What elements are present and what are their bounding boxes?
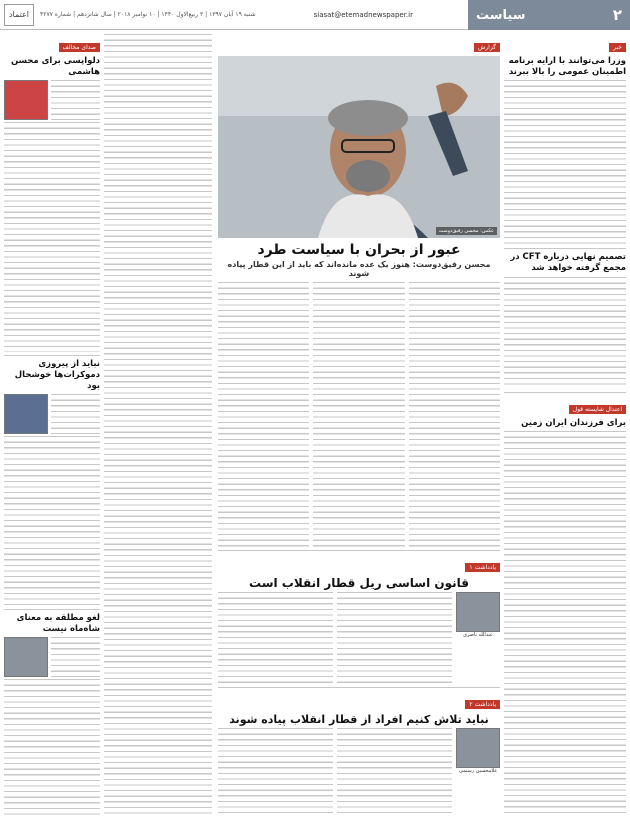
main-column [218,34,500,816]
main-photo [218,56,500,238]
story-image [4,394,48,434]
story-body [504,80,626,245]
section-banner [468,0,630,30]
continued-article [104,426,212,816]
portrait-image [218,56,500,238]
continued-article [104,34,212,424]
author-name: عبدالله ناصری [463,632,493,638]
newspaper-logo: اعتماد [4,4,34,26]
story-with-image [4,80,100,120]
text-column [218,728,333,816]
main-article-body [218,282,500,547]
story-headline[interactable]: دلواپسی برای محسن هاشمی [10,56,100,77]
page-header [0,0,630,30]
story-headline[interactable]: وزرا می‌توانند با ارایه برنامه اطمینان عمومی را بالا ببرند [508,56,626,77]
text-column [337,592,452,684]
note-headline[interactable]: نباید تلاش کنیم افراد از قطار انقلاب پیاده شوند [229,713,489,726]
story-body [51,637,100,677]
story-with-image [4,637,100,677]
story-body [504,431,626,816]
photo-caption: عکس: محسن رفیق‌دوست [436,227,497,235]
website-address[interactable]: siasat@etemadnewspaper.ir [313,10,413,19]
story-headline[interactable]: نباید از پیروزی دموکرات‌ها خوشحال بود [14,359,100,391]
section-name: سیاست [476,7,526,23]
middle-column [104,34,212,816]
opinion-tag: صدای مخالف [59,43,100,52]
author-photo [456,728,500,768]
note-body [218,592,500,684]
opinion-tag: اعتدال شایسته قول [569,405,626,414]
divider [4,609,100,610]
news-tag: خبر [609,43,626,52]
story-with-image [4,394,100,434]
story-image [4,637,48,677]
story-body [4,679,100,816]
text-column [218,282,309,547]
divider [504,248,626,249]
divider [218,550,500,551]
text-column [218,592,333,684]
note-tag: یادداشت ۱ [465,563,500,572]
story-body [51,394,100,434]
note-tag: یادداشت ۲ [465,700,500,709]
note-headline[interactable]: قانون اساسی ریل قطار انقلاب است [248,576,469,590]
text-column [313,282,404,547]
report-tag: گزارش [474,43,500,52]
divider [504,392,626,393]
date-line: شنبه ۱۹ آبان ۱۳۹۷ | ۳ ربیع‌الاول ۱۴۴۰ | ۱۰ نوامبر ۲۰۱۸ | سال شانزدهم | شماره ۴۲۷۷ [40,11,256,18]
right-column [504,34,626,816]
main-headline[interactable]: عبور از بحران با سیاست طرد [257,242,461,258]
story-body [4,122,100,352]
story-headline[interactable]: تصمیم نهایی درباره CFT در مجمع گرفته خواهد شد [510,252,626,273]
note-body [218,728,500,816]
text-column [337,728,452,816]
divider [218,687,500,688]
author-block [456,592,500,684]
story-body [51,80,100,120]
page-number: ۲ [612,6,622,24]
main-subheadline: محسن رفیق‌دوست: هنوز یک عده مانده‌اند که باید از این قطار پیاده شوند [227,260,491,278]
text-column [409,282,500,547]
story-image [4,80,48,120]
story-body [4,436,100,606]
author-name: غلامحسین رستمی [458,768,498,774]
story-body [504,277,626,389]
author-block [456,728,500,816]
author-photo [456,592,500,632]
story-headline[interactable]: لغو مطلقه به معنای شاه‌ماه نیست [16,613,100,634]
divider [4,355,100,356]
left-column [4,34,100,816]
story-headline[interactable]: برای فرزندان ایران زمین [521,417,626,428]
